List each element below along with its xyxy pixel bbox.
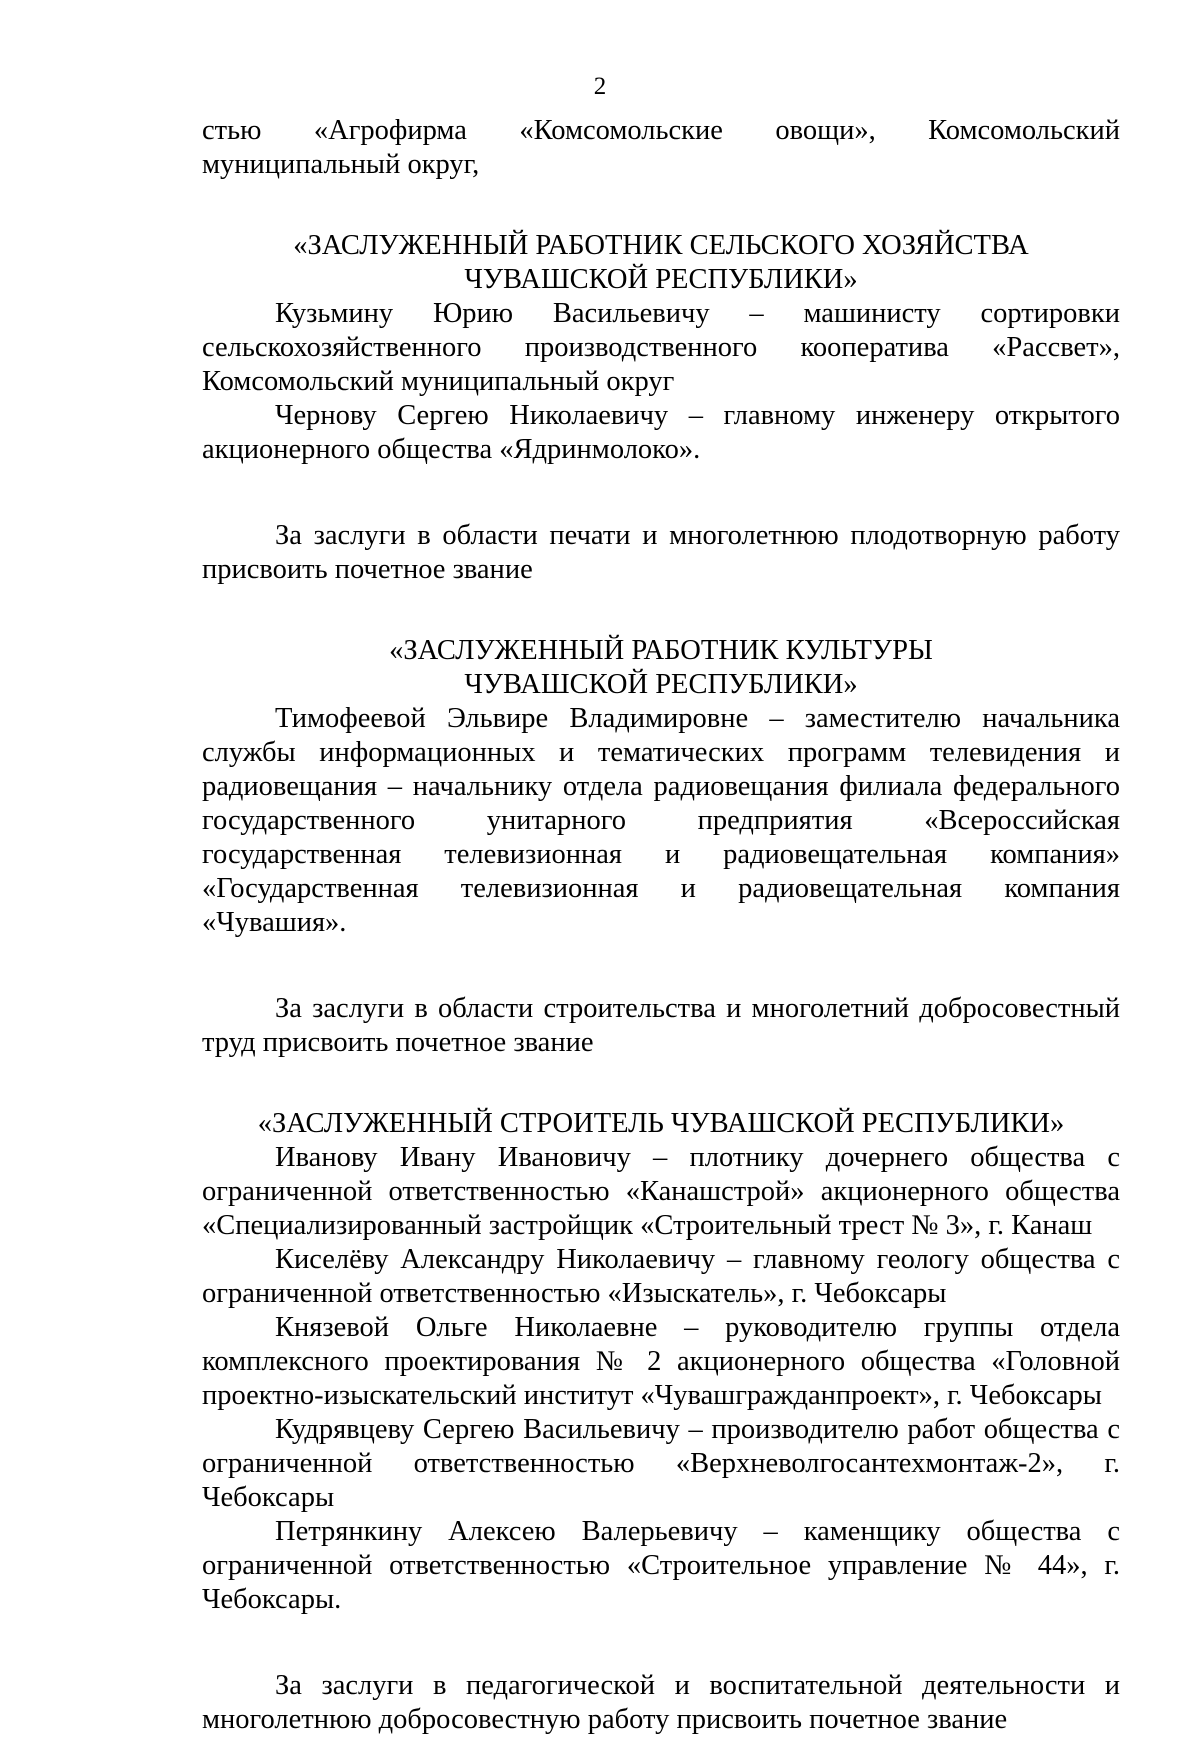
section-builder — [202, 992, 1120, 1617]
awardee-paragraph: Кузьмину Юрию Васильевичу – машинисту сортировки сельскохозяйственного производственного кооператива «Рассвет», Комсомольский муниципальный округ — [202, 298, 1120, 397]
section-culture — [202, 519, 1120, 940]
preamble-paragraph: За заслуги в области печати и многолетнюю плодотворную работу присвоить почетное звание — [202, 520, 1120, 585]
award-title-line: «ЗАСЛУЖЕННЫЙ РАБОТНИК КУЛЬТУРЫ — [389, 635, 933, 666]
award-title-line: ЧУВАШСКОЙ РЕСПУБЛИКИ» — [464, 264, 858, 295]
awardee-paragraph: Петрянкину Алексею Валерьевичу – каменщику общества с ограниченной ответственностью «Строительное управление № 44», г. Чебоксары. — [202, 1516, 1120, 1615]
award-title-line: ЧУВАШСКОЙ РЕСПУБЛИКИ» — [464, 669, 858, 700]
intro-tail-paragraph: стью «Агрофирма «Комсомольские овощи», Комсомольский муниципальный округ, — [202, 115, 1120, 180]
awardee-paragraph: Иванову Ивану Ивановичу – плотнику дочернего общества с ограниченной ответственностью «Канашстрой» акционерного общества «Специализированный застройщик «Строительный трест № 3», г. Канаш — [202, 1142, 1120, 1241]
preamble-paragraph: За заслуги в области строительства и многолетний добросовестный труд присвоить почетное звание — [202, 993, 1120, 1058]
awardee-paragraph: Кудрявцеву Сергею Васильевичу – производителю работ общества с ограниченной ответственностью «Верхневолгосантехмонтаж-2», г. Чебоксары — [202, 1414, 1120, 1513]
awardee-paragraph: Киселёву Александру Николаевичу – главному геологу общества с ограниченной ответственностью «Изыскатель», г. Чебоксары — [202, 1244, 1120, 1309]
section-pedagogy — [202, 1669, 1120, 1737]
page-number: 2 — [593, 73, 607, 100]
awardee-paragraph: Чернову Сергею Николаевичу – главному инженеру открытого акционерного общества «Ядринмолоко». — [202, 400, 1120, 465]
awardee-paragraph: Князевой Ольге Николаевне – руководителю группы отдела комплексного проектирования № 2 акционерного общества «Головной проектно-изыскательский институт «Чувашгражданпроект», г. Чебоксары — [202, 1312, 1120, 1411]
awardee-paragraph: Тимофеевой Эльвире Владимировне – заместителю начальника службы информационных и тематических программ телевидения и радиовещания – начальнику отдела радиовещания филиала федерального государственного унитарного предприятия «Всероссийская государственная телевизионная и радиовещательная компания» «Государственная телевизионная и радиовещательная компания «Чувашия». — [202, 703, 1120, 938]
section-agriculture — [202, 229, 1120, 467]
award-title-line: «ЗАСЛУЖЕННЫЙ СТРОИТЕЛЬ ЧУВАШСКОЙ РЕСПУБЛИКИ» — [257, 1108, 1065, 1139]
award-title-line: «ЗАСЛУЖЕННЫЙ РАБОТНИК СЕЛЬСКОГО ХОЗЯЙСТВА — [293, 230, 1029, 261]
document-body — [202, 114, 1120, 1737]
preamble-paragraph: За заслуги в педагогической и воспитательной деятельности и многолетнюю добросовестную работу присвоить почетное звание — [202, 1670, 1120, 1735]
